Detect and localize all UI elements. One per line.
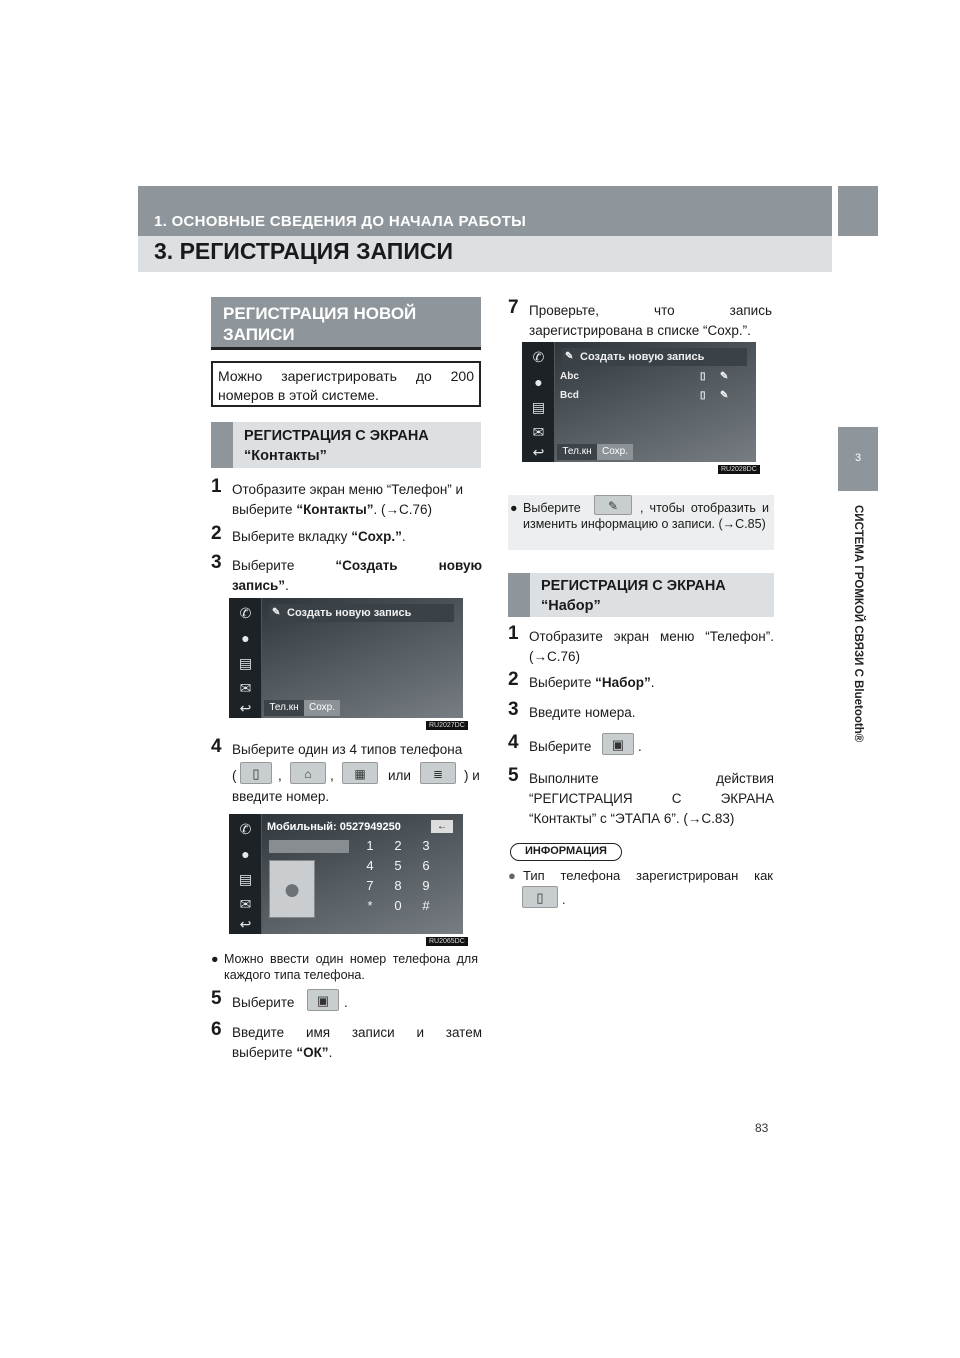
pen-icon: ✎ [272, 607, 281, 618]
page-number: 83 [755, 1121, 769, 1135]
key-star[interactable]: * [367, 898, 373, 913]
chapter-side-number: 3 [854, 452, 862, 464]
office-type-icon: ▦ [342, 762, 378, 784]
edit-info-icon: ✎ [594, 495, 632, 515]
chapter-title: 1. ОСНОВНЫЕ СВЕДЕНИЯ ДО НАЧАЛА РАБОТЫ [154, 213, 527, 230]
page-title: 3. РЕГИСТРАЦИЯ ЗАПИСИ [154, 238, 454, 264]
record-row[interactable]: Abc ▯ ✎ [560, 369, 750, 385]
dial-step-5: 5 Выполните действия “РЕГИСТРАЦИЯ С ЭКРАНА “Контакты” с “ЭТАПА 6”. (→С.83) [508, 765, 774, 826]
screen-sidebar [229, 598, 262, 718]
contact-icon: ● [241, 630, 250, 646]
mobile-icon: ▯ [700, 390, 706, 401]
message-icon: ✉ [532, 424, 545, 440]
subsection-contacts [211, 422, 481, 468]
screen-saved-list [522, 342, 756, 462]
history-icon: ▤ [238, 655, 253, 671]
number-display: Мобильный: 0527949250 [267, 821, 401, 833]
tab-phonebook[interactable]: Тел.кн [264, 700, 304, 716]
chapter-side-label: СИСТЕМА ГРОМКОЙ СВЯЗИ С Bluetooth® [852, 505, 864, 743]
save-icon: ▣ [307, 989, 339, 1011]
other-type-icon: ≣ [420, 762, 456, 784]
screen-new-record [229, 598, 463, 718]
edit-icon[interactable]: ✎ [720, 371, 729, 382]
dial-step-1: 1 Отобразите экран меню “Телефон”. (→С.76) [508, 623, 774, 664]
key-hash[interactable]: # [422, 898, 430, 913]
note-bullet: ● Можно ввести один номер телефона для каждого типа телефона. [211, 952, 478, 982]
dial-step-2: 2 Выберите “Набор”. [508, 669, 655, 690]
create-record-button[interactable]: ✎ Создать новую запись [269, 604, 454, 622]
step-1: 1 Отобразите экран меню “Телефон” и выберите “Контакты”. (→С.76) [211, 476, 464, 517]
step-2: 2 Выберите вкладку “Сохр.”. [211, 523, 406, 544]
info-bullet: ● Тип телефона зарегистрирован как ▯ . [508, 868, 773, 907]
mobile-type-icon: ▯ [522, 886, 558, 908]
chapter-header [138, 186, 832, 236]
header-right-block [838, 186, 878, 236]
edit-note: ● Выберите ✎ , чтобы отобразить и изменить информацию о записи. (→С.85) [508, 495, 774, 550]
tab-saved[interactable]: Сохр. [304, 700, 340, 716]
edit-icon[interactable]: ✎ [720, 390, 729, 401]
phone-icon: ✆ [532, 349, 545, 365]
back-icon: ↩ [239, 700, 252, 716]
subsection-title-line1: РЕГИСТРАЦИЯ С ЭКРАНА [541, 578, 726, 594]
key-0[interactable]: 0 [394, 898, 402, 913]
message-icon: ✉ [239, 896, 252, 912]
pen-icon: ✎ [565, 351, 574, 362]
figure-code: RU2028DC [718, 465, 760, 474]
key-5[interactable]: 5 [394, 858, 402, 873]
key-3[interactable]: 3 [422, 838, 430, 853]
dial-step-3: 3 Введите номера. [508, 699, 636, 720]
section-title-line1: РЕГИСТРАЦИЯ НОВОЙ [223, 304, 417, 323]
dial-step-4: 4 Выберите ▣ . [508, 732, 642, 754]
phone-icon: ✆ [239, 605, 252, 621]
subsection-dial [508, 573, 774, 617]
section-header [138, 236, 832, 272]
step-6: 6 Введите имя записи и затем выберите “ОК”. [211, 1019, 482, 1060]
phone-type-row: ( ▯ , ⌂ , ▦ или ≣ ) и [232, 762, 482, 786]
contact-icon: ● [534, 374, 543, 390]
key-7[interactable]: 7 [366, 878, 374, 893]
subsection-title-line2: “Контакты” [244, 448, 327, 464]
screen-number-entry [229, 814, 463, 934]
figure-code: RU2027DC [426, 721, 468, 730]
save-icon: ▣ [602, 733, 634, 755]
message-icon: ✉ [239, 680, 252, 696]
backspace-icon[interactable]: ← [431, 820, 453, 833]
step-7: 7 Проверьте, что запись зарегистрирована в списке “Сохр.”. [508, 297, 772, 338]
key-6[interactable]: 6 [422, 858, 430, 873]
screen-sidebar [522, 342, 555, 462]
home-type-icon: ⌂ [290, 762, 326, 784]
key-9[interactable]: 9 [422, 878, 430, 893]
subsection-title-line1: РЕГИСТРАЦИЯ С ЭКРАНА [244, 428, 429, 444]
record-row[interactable]: Bcd ▯ ✎ [560, 388, 750, 404]
screen-sidebar [229, 814, 262, 934]
type-selector-row [269, 840, 349, 853]
chapter-side-tab [838, 427, 878, 491]
phone-icon: ✆ [239, 821, 252, 837]
subsection-title-line2: “Набор” [541, 598, 601, 614]
step-4-cont: введите номер. [232, 789, 330, 804]
mobile-type-icon: ▯ [240, 762, 272, 784]
key-8[interactable]: 8 [394, 878, 402, 893]
section-title-box [211, 297, 481, 350]
step-4: 4 Выберите один из 4 типов телефона [211, 736, 463, 757]
info-note: Можно зарегистрировать до 200 номеров в этой системе. [211, 361, 481, 407]
back-icon: ↩ [239, 916, 252, 932]
info-tag: ИНФОРМАЦИЯ [510, 843, 622, 861]
step-5: 5 Выберите ▣ . [211, 988, 348, 1010]
create-record-button[interactable]: ✎ Создать новую запись [562, 348, 747, 366]
step-3: 3 Выберите “Создать новую запись”. [211, 552, 482, 593]
avatar: ● [269, 860, 315, 918]
section-title-line2: ЗАПИСИ [223, 325, 295, 344]
key-1[interactable]: 1 [366, 838, 374, 853]
history-icon: ▤ [531, 399, 546, 415]
key-2[interactable]: 2 [394, 838, 402, 853]
contact-icon: ● [241, 846, 250, 862]
history-icon: ▤ [238, 871, 253, 887]
mobile-icon: ▯ [700, 371, 706, 382]
figure-code: RU2065DC [426, 937, 468, 946]
tab-saved[interactable]: Сохр. [597, 444, 633, 460]
key-4[interactable]: 4 [366, 858, 374, 873]
tab-phonebook[interactable]: Тел.кн [557, 444, 597, 460]
back-icon: ↩ [532, 444, 545, 460]
